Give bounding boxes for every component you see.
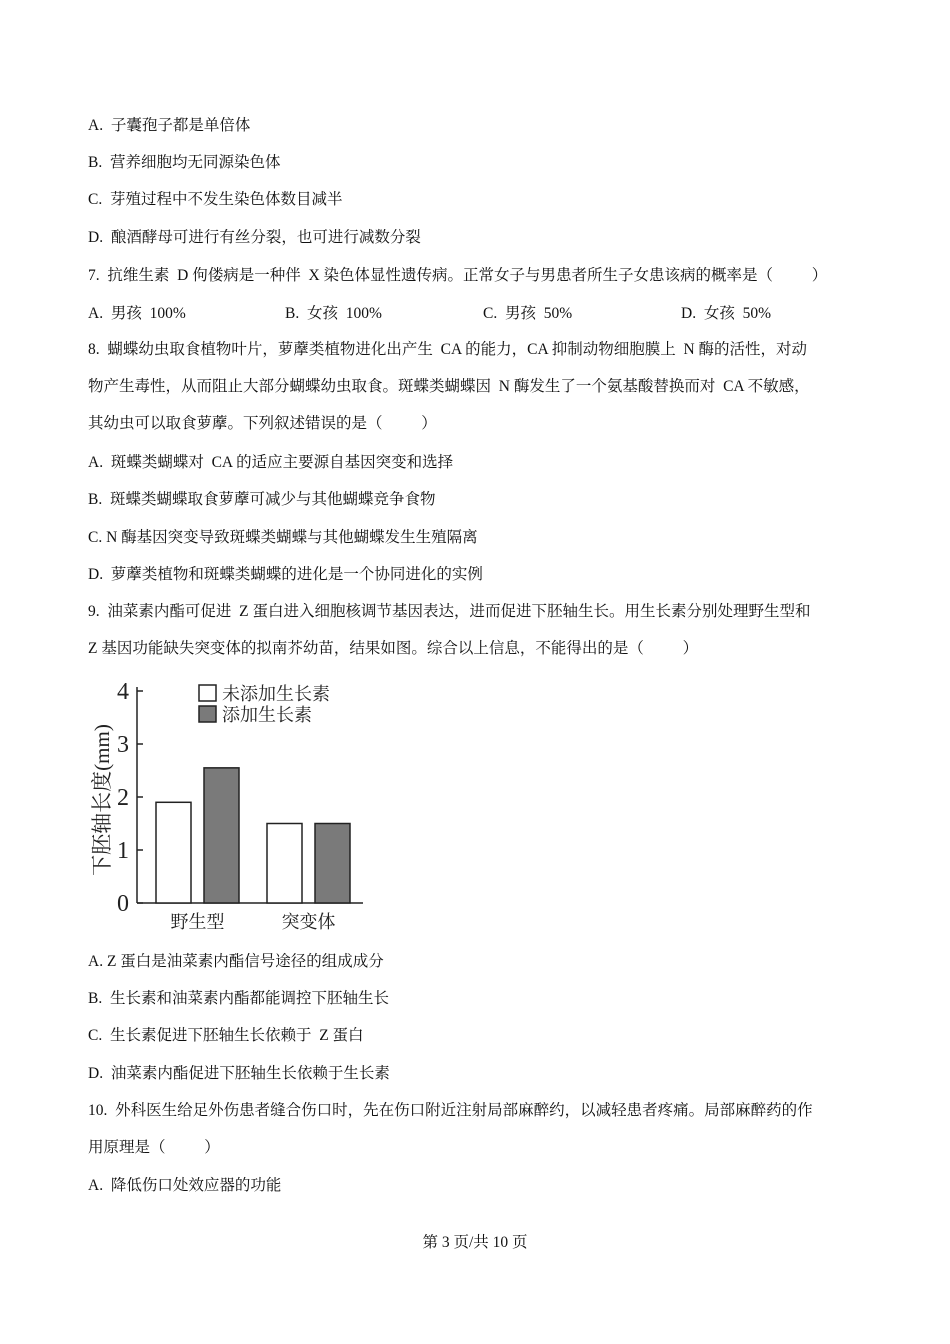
page-footer: 第 3 页/共 10 页	[422, 1234, 528, 1251]
y-axis-label: 下胚轴长度(mm)	[90, 724, 114, 876]
legend-label: 添加生长素	[222, 705, 312, 725]
text-line: A. 斑蝶类蝴蝶对 CA 的适应主要源自基因突变和选择	[88, 454, 454, 471]
text-line: A. Z 蛋白是油菜素内酯信号途径的组成成分	[88, 953, 384, 970]
x-category-label: 野生型	[170, 912, 225, 932]
hypocotyl-bar-chart	[85, 670, 385, 940]
y-tick-label: 0	[117, 891, 129, 917]
text-line: B. 营养细胞均无同源染色体	[88, 154, 281, 171]
text-line: C. N 酶基因突变导致斑蝶类蝴蝶与其他蝴蝶发生生殖隔离	[88, 529, 478, 546]
text-line: 物产生毒性，从而阻止大部分蝴蝶幼虫取食。斑蝶类蝴蝶因 N 酶发生了一个氨基酸替换而对 CA 不敏感，	[88, 378, 810, 395]
legend-swatch	[199, 706, 216, 722]
q7-option: B. 女孩 100%	[285, 305, 382, 322]
y-tick-label: 3	[117, 732, 129, 758]
text-line: 9. 油菜素内酯可促进 Z 蛋白进入细胞核调节基因表达，进而促进下胚轴生长。用生长素分别处理野生型和	[88, 603, 811, 620]
legend-swatch	[199, 685, 216, 701]
q7-option: D. 女孩 50%	[681, 305, 771, 322]
bar-no-auxin	[267, 824, 302, 904]
bar-auxin	[315, 824, 350, 904]
text-line: Z 基因功能缺失突变体的拟南芥幼苗，结果如图。综合以上信息，不能得出的是（ ）	[88, 640, 699, 657]
x-category-label: 突变体	[281, 912, 336, 932]
text-line: 10. 外科医生给足外伤患者缝合伤口时，先在伤口附近注射局部麻醉约，以减轻患者疼痛。局部麻醉药的作	[88, 1102, 813, 1119]
text-line: 7. 抗维生素 D 佝偻病是一种伴 X 染色体显性遗传病。正常女子与男患者所生子女患该病的概率是（ ）	[88, 267, 828, 284]
text-line: 8. 蝴蝶幼虫取食植物叶片，萝藦类植物进化出产生 CA 的能力，CA 抑制动物细胞膜上 N 酶的活性，对动	[88, 341, 808, 358]
text-line: C. 芽殖过程中不发生染色体数目减半	[88, 191, 343, 208]
y-tick-label: 2	[117, 785, 129, 811]
y-tick-label: 4	[117, 679, 129, 705]
text-line: D. 酿酒酵母可进行有丝分裂，也可进行减数分裂	[88, 229, 421, 246]
bar-no-auxin	[156, 802, 191, 903]
y-tick-label: 1	[117, 838, 129, 864]
legend-label: 未添加生长素	[222, 684, 330, 704]
text-line: A. 降低伤口处效应器的功能	[88, 1177, 282, 1194]
text-line: B. 生长素和油菜素内酯都能调控下胚轴生长	[88, 990, 389, 1007]
text-line: A. 子囊孢子都是单倍体	[88, 117, 251, 134]
bar-auxin	[204, 768, 239, 903]
text-line: D. 萝藦类植物和斑蝶类蝴蝶的进化是一个协同进化的实例	[88, 566, 483, 583]
text-line: C. 生长素促进下胚轴生长依赖于 Z 蛋白	[88, 1027, 364, 1044]
text-line: D. 油菜素内酯促进下胚轴生长依赖于生长素	[88, 1065, 390, 1082]
text-line: 其幼虫可以取食萝藦。下列叙述错误的是（ ）	[88, 415, 437, 432]
q7-option: A. 男孩 100%	[88, 305, 186, 322]
text-line: B. 斑蝶类蝴蝶取食萝藦可减少与其他蝴蝶竞争食物	[88, 491, 436, 508]
q7-option: C. 男孩 50%	[483, 305, 573, 322]
text-line: 用原理是（ ）	[88, 1139, 220, 1156]
